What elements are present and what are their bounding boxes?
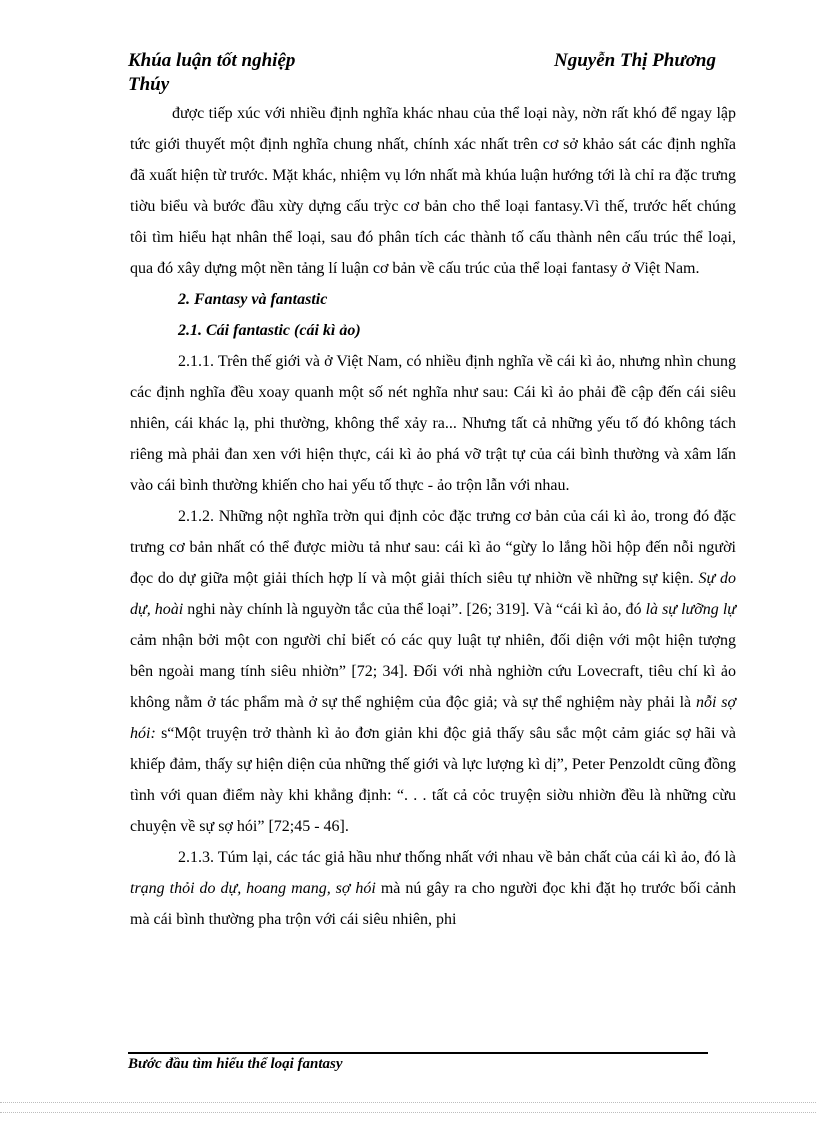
page-header (128, 48, 720, 96)
footer-rule (128, 1052, 708, 1054)
page-footer: Bước đầu tìm hiểu thể loại fantasy (128, 1056, 343, 1072)
p4-text-c: mà nú gây ra cho người đọc khi đặt họ trước bối cảnh mà cái bình thường pha trộn với cái siêu nhiên, phi (130, 880, 736, 928)
subsection-heading: 2.1. Cái fantastic (cái kì ảo) (178, 322, 361, 339)
p3-italic-d: là sự lưỡng lự (645, 601, 737, 618)
p3-text-e: cảm nhận bởi một con người chỉ biết có các quy luật tự nhiên, đối diện với một hiện tượng bên ngoài mang tính siêu nhiờn” [72; 34]. Đối với nhà nghiờn cứu Lovecraft, tiêu chí kì ảo không nằm ở tác phẩm mà ở sự thể nghiệm của độc giả; và sự thể nghiệm này phải là (130, 632, 736, 711)
p4-text-a: 2.1.3. Túm lại, các tác giả hầu như thống nhất với nhau về bản chất của cái kì ảo, đó là (178, 849, 736, 866)
page-body (130, 98, 736, 935)
paragraph-2-1-2 (130, 501, 736, 842)
page-bottom-divider-1 (0, 1102, 816, 1103)
paragraph-intro: được tiếp xúc với nhiều định nghĩa khác nhau của thể loại này, nờn rất khó để ngay lập tức giới thuyết một định nghĩa chung nhất, chính xác nhất trên cơ sở khảo sát các định nghĩa đã xuất hiện từ trước. Mặt khác, nhiệm vụ lớn nhất mà khúa luận hướng tới là chỉ ra đặc trưng tiờu biểu và bước đầu xừy dựng cấu trỳc cơ bản cho thể loại fantasy.Vì thế, trước hết chúng tôi tìm hiểu hạt nhân thể loại, sau đó phân tích các thành tố cấu thành nên cấu trúc thể loại, qua đó xây dựng một nền tảng lí luận cơ bản về cấu trúc của thể loại fantasy ở Việt Nam. (130, 105, 736, 277)
paragraph-2-1-1: 2.1.1. Trên thế giới và ở Việt Nam, có nhiều định nghĩa về cái kì ảo, nhưng nhìn chung các định nghĩa đều xoay quanh một số nét nghĩa như sau: Cái kì ảo phải đề cập đến cái siêu nhiên, cái khác lạ, phi thường, không thể xảy ra... Nhưng tất cả những yếu tố đó không tách riêng mà phải đan xen với hiện thực, cái kì ảo phá vỡ trật tự của cái bình thường và xâm lấn vào cái bình thường khiến cho hai yếu tố thực - ảo trộn lẫn với nhau. (130, 353, 736, 494)
header-author-name-continuation: Thúy (128, 74, 170, 95)
p3-text-c: nghi này chính là nguyờn tắc của thể loại”. [26; 319]. Và “cái kì ảo, đó (183, 601, 646, 618)
p3-italic-f: nỗi sợ hói: (130, 694, 736, 742)
header-thesis-label: Khúa luận tốt nghiệp (128, 50, 296, 71)
paragraph-2-1-3 (130, 842, 736, 935)
p4-italic-b: trạng thỏi do dự, hoang mang, sợ hói (130, 880, 376, 897)
section-heading: 2. Fantasy và fantastic (178, 291, 328, 308)
header-author-name: Nguyễn Thị Phương (554, 50, 716, 71)
p3-italic-b: Sự do dự, hoài (130, 570, 736, 618)
p3-text-a: 2.1.2. Những nột nghĩa trờn qui định cỏc đặc trưng cơ bản của cái kì ảo, trong đó đặc trưng cơ bản nhất có thể được miờu tả như sau: cái kì ảo “gừy lo lắng hồi hộp đến nỗi người đọc do dự giữa một giải thích hợp lí và một giải thích siêu tự nhiờn về những sự kiện. (130, 508, 736, 587)
page-bottom-divider-2 (0, 1112, 816, 1113)
p3-text-g: s“Một truyện trở thành kì ảo đơn giản khi độc giả thấy sâu sắc một cảm giác sợ hãi và khiếp đảm, thấy sự hiện diện của những thế giới và lực lượng kì dị”, Peter Penzoldt cũng đồng tình với quan điểm này khi khẳng định: “. . . tất cả cỏc truyện siờu nhiờn đều là những cừu chuyện về sự sợ hói” [72;45 - 46]. (130, 725, 736, 835)
